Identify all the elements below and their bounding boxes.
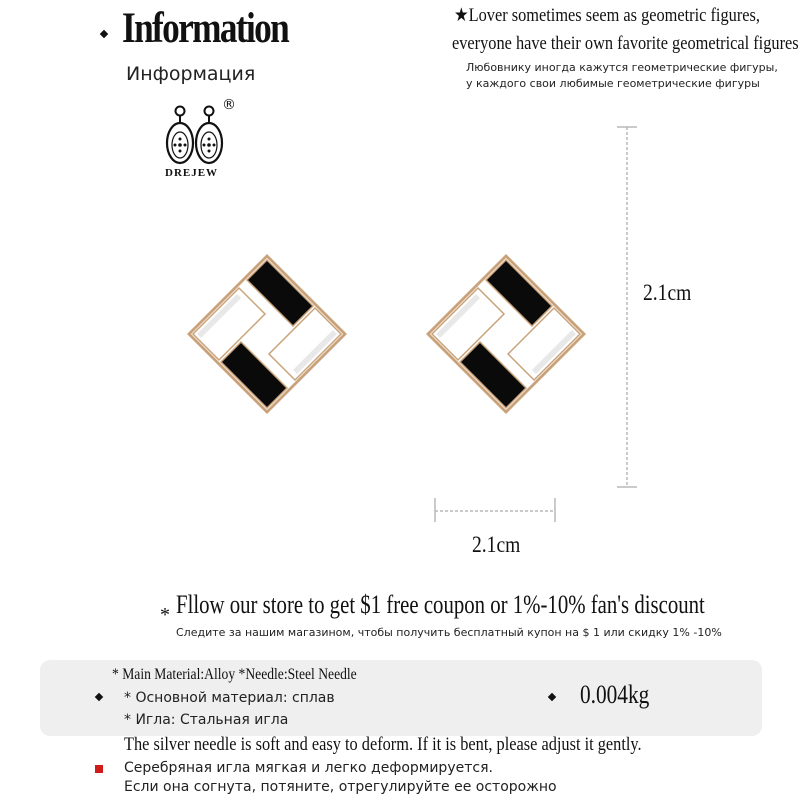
vertical-dimension-line bbox=[617, 127, 637, 487]
spec-needle-ru: * Игла: Стальная игла bbox=[124, 712, 289, 728]
width-dimension-label: 2.1cm bbox=[472, 532, 521, 557]
coupon-text: Fllow our store to get $1 free coupon or 1%-10% fan's discount bbox=[176, 590, 705, 619]
needle-note-ru-1: Серебряная игла мягкая и легко деформируется. bbox=[124, 760, 493, 776]
red-square-bullet-icon bbox=[95, 765, 103, 773]
weight-value: 0.004kg bbox=[580, 680, 650, 709]
needle-note: The silver needle is soft and easy to deform. If it is bent, please adjust it gently. bbox=[124, 734, 642, 755]
tagline-line-2: everyone have their own favorite geometrical figures bbox=[452, 33, 799, 54]
needle-note-ru-2: Если она согнута, потяните, отрегулируйте ее осторожно bbox=[124, 779, 557, 795]
brand-logo-text: DREJEW bbox=[165, 167, 219, 179]
page-subtitle: Информация bbox=[126, 63, 256, 85]
coupon-text-ru: Следите за нашим магазином, чтобы получить бесплатный купон на $ 1 или скидку 1% -10% bbox=[176, 626, 722, 639]
spec-material-ru: * Основной материал: сплав bbox=[124, 690, 335, 706]
tagline-ru-line-2: у каждого свои любимые геометрические фигуры bbox=[466, 77, 760, 90]
diamond-bullet-icon bbox=[100, 30, 108, 38]
height-dimension-label: 2.1cm bbox=[643, 280, 692, 305]
registered-mark: ® bbox=[222, 97, 236, 113]
horizontal-dimension-line bbox=[435, 498, 555, 522]
spec-material-needle: * Main Material:Alloy *Needle:Steel Needle bbox=[112, 666, 357, 683]
tagline-line-1: ★Lover sometimes seem as geometric figures, bbox=[454, 5, 760, 26]
page-title: Information bbox=[122, 5, 289, 52]
tagline-ru-line-1: Любовнику иногда кажутся геометрические фигуры, bbox=[466, 61, 778, 74]
star-icon: * bbox=[160, 604, 170, 626]
